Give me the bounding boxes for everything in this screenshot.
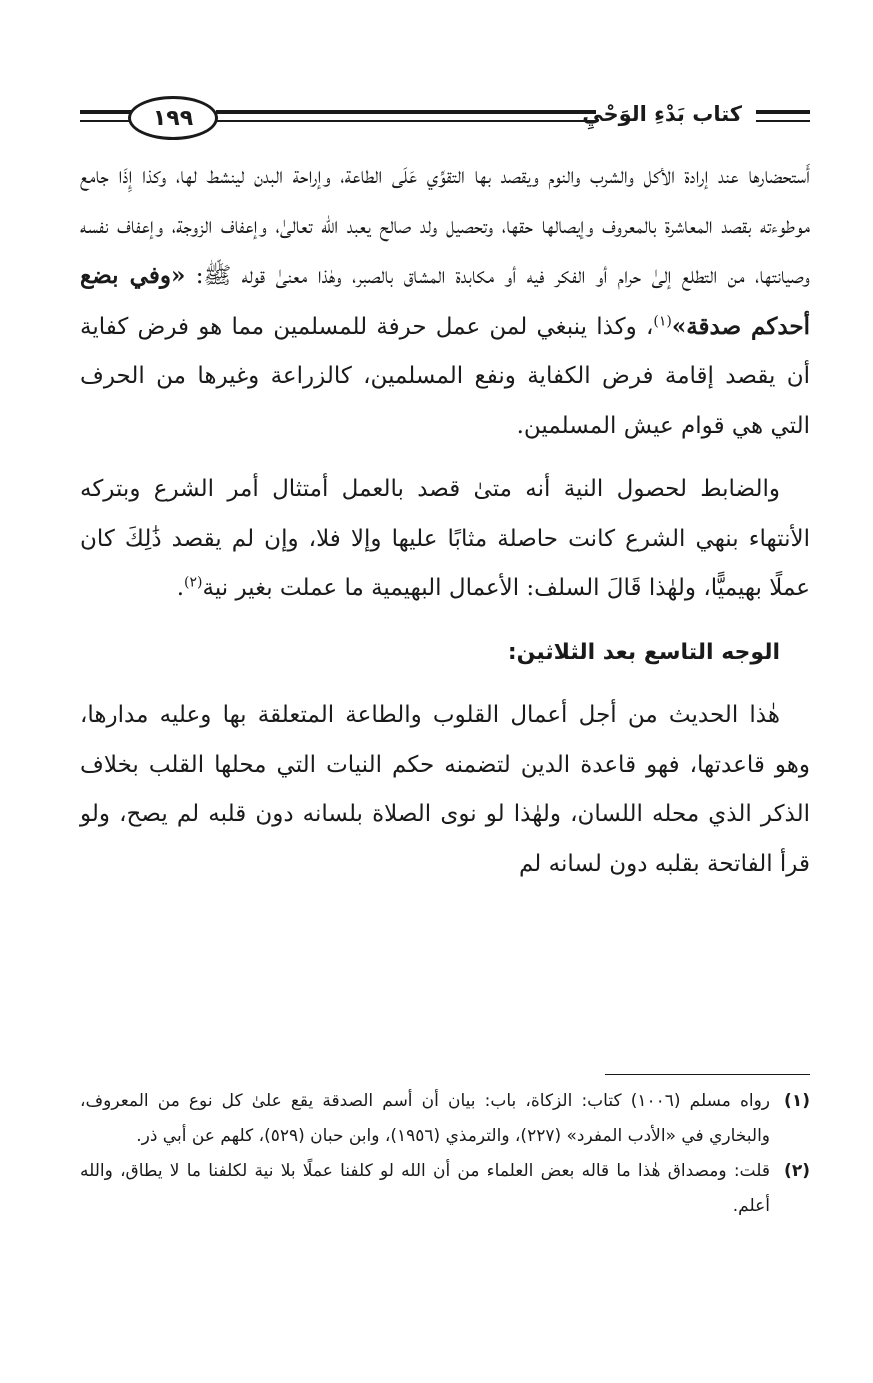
- footnote-2-text: قلت: ومصداق هٰذا ما قاله بعض العلماء من أن الله لو كلفنا عملًا بلا نية لكلفنا ما لا يطاق، والله أعلم.: [80, 1161, 770, 1216]
- page-header: [80, 92, 810, 148]
- footnote-ref-2: (٢): [184, 574, 203, 591]
- header-rule-left-thin: [80, 120, 132, 122]
- header-rule-right-thin: [756, 120, 810, 122]
- paragraph-1-text: أَستحضارها عند إرادة الأكل والشرب والنوم ويقصد بها التقوِّي عَلَى الطاعة، وإراحة البدن لينشط لها، وكذا إِذَا جامع موطوءته بقصد المعاشرة بالمعروف وإيصالها حقها، وتحصيل ولد صالح يعبد الله تعالىٰ، وإعفاف الزوجة، وإعفاف نفسه وصيانتها، من التطلع إلىٰ حرام أو الفكر فيه أو مكابدة المشاق بالصبر، وهٰذا معنىٰ قوله ﷺ:: [80, 163, 810, 289]
- footnote-2: [80, 1154, 810, 1224]
- footnote-ref-1: (١): [653, 312, 672, 329]
- paragraph-2-text: والضابط لحصول النية أنه متىٰ قصد بالعمل أمتثال أمر الشرع وبتركه الأنتهاء بنهي الشرع كانت حاصلة مثابًا عليها وإلا فلا، وإن لم يقصد ذَٰلِكَ كان عملًا بهيميًّا، ولهٰذا قَالَ السلف: الأعمال البهيمية ما عملت بغير نية: [80, 476, 810, 601]
- paragraph-1-rest: ، وكذا ينبغي لمن عمل حرفة للمسلمين مما هو فرض كفاية أن يقصد إقامة فرض الكفاية ونفع المسلمين، كالزراعة وغيرها من الحرف التي هي قوام عيش المسلمين.: [80, 313, 810, 439]
- header-rule-left: [80, 110, 132, 114]
- footnote-2-number: (٢): [784, 1161, 810, 1181]
- main-text: [80, 152, 810, 889]
- header-rule-middle-thin: [216, 120, 596, 122]
- hadith-quote: «وفي بضع أحدكم صدقة»: [80, 262, 810, 340]
- page-number: ١٩٩: [128, 96, 218, 140]
- footnote-1-number: (١): [784, 1091, 810, 1111]
- footnote-1: [80, 1084, 810, 1154]
- paragraph-2-end: .: [176, 575, 185, 601]
- paragraph-3: هٰذا الحديث من أجل أعمال القلوب والطاعة المتعلقة بها وعليه مدارها، وهو قاعدتها، فهو قاعدة الدين لتضمنه حكم النيات التي محلها القلب بخلاف الذكر الذي محله اللسان، ولهٰذا لو نوى الصلاة بلسانه دون قلبه لم يصح، ولو قرأ الفاتحة بقلبه دون لسانه لم: [80, 702, 810, 877]
- header-rule-right: [756, 110, 810, 114]
- footnotes: [80, 1084, 810, 1224]
- paragraph-1: [80, 152, 810, 451]
- footnote-separator: [605, 1074, 810, 1075]
- book-title: كتاب بَدْءِ الوَحْيِ: [582, 102, 742, 126]
- footnote-1-text: رواه مسلم (١٠٠٦) كتاب: الزكاة، باب: بيان أن أسم الصدقة يقع علىٰ كل نوع من المعروف، والبخاري في «الأدب المفرد» (٢٢٧)، والترمذي (١٩٥٦)، وابن حبان (٥٢٩)، كلهم عن أبي ذر.: [80, 1091, 771, 1146]
- section-heading: الوجه التاسع بعد الثلاثين:: [507, 639, 780, 665]
- header-rule-middle: [216, 110, 596, 114]
- paragraph-2: [80, 465, 810, 614]
